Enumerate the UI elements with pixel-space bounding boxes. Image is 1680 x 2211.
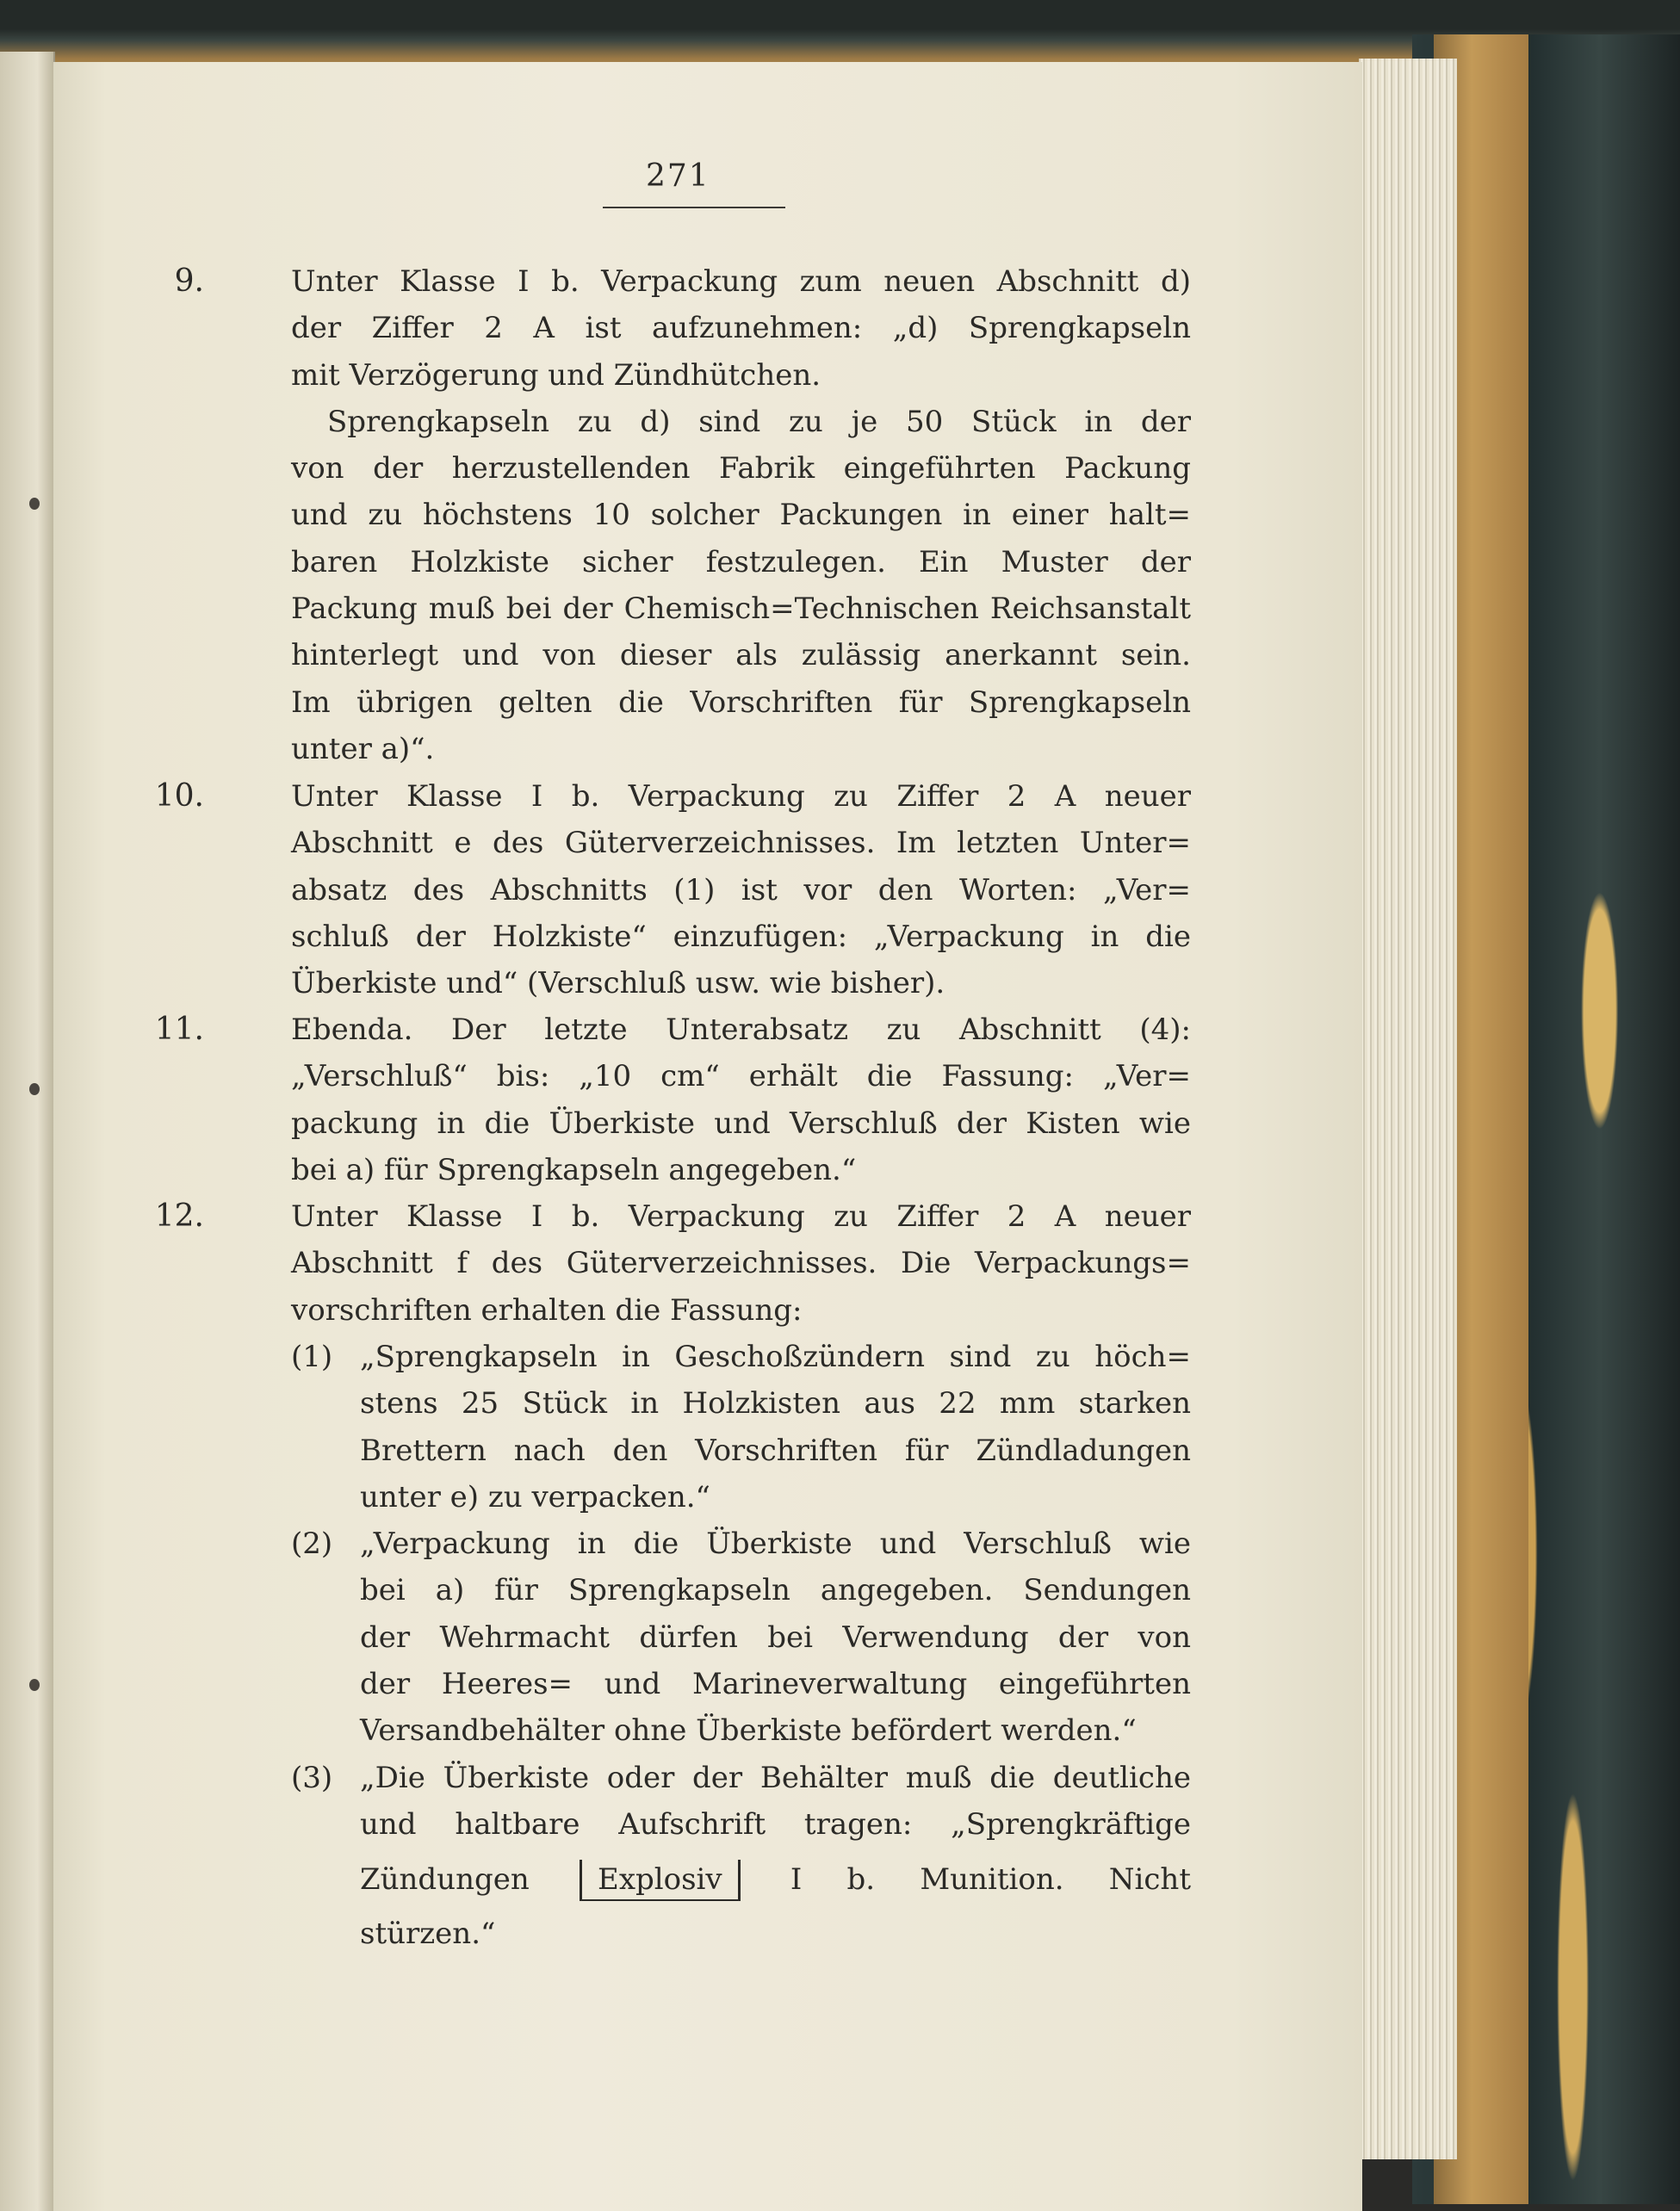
text-line: packung in die Überkiste und Verschluß der Kisten wie bbox=[291, 1106, 1191, 1141]
text-line: Sprengkapseln zu d) sind zu je 50 Stück in der bbox=[327, 404, 1191, 439]
text-line: stürzen.“ bbox=[360, 1916, 496, 1951]
text-line: Im übrigen gelten die Vorschriften für Sprengkapseln bbox=[291, 684, 1191, 720]
item-text bbox=[291, 773, 1191, 1006]
text-line: der Ziffer 2 A ist aufzunehmen: „d) Sprengkapseln bbox=[291, 311, 1191, 346]
subsection-number: (3) bbox=[291, 1761, 333, 1795]
text-line: Unter Klasse I b. Verpackung zu Ziffer 2 A neuer bbox=[291, 1199, 1191, 1234]
subsection-number: (1) bbox=[291, 1340, 333, 1374]
subsection-number: (2) bbox=[291, 1527, 333, 1561]
binding-mark bbox=[29, 1083, 40, 1095]
text-line: der Wehrmacht dürfen bei Verwendung der von bbox=[360, 1620, 1191, 1655]
boxed-text-line bbox=[360, 1849, 1191, 1911]
text-line: Versandbehälter ohne Überkiste befördert werden.“ bbox=[360, 1713, 1137, 1749]
text-line: und haltbare Aufschrift tragen: „Sprengkräftige bbox=[360, 1807, 1191, 1843]
text-line: und zu höchstens 10 solcher Packungen in einer halt= bbox=[291, 498, 1191, 533]
text-line: „Sprengkapseln in Geschoßzündern sind zu höch= bbox=[360, 1340, 1191, 1374]
subsection-text bbox=[360, 1520, 1191, 1754]
text-line: Unter Klasse I b. Verpackung zum neuen Abschnitt d) bbox=[291, 264, 1191, 299]
text-line: „Die Überkiste oder der Behälter muß die deutliche bbox=[360, 1761, 1191, 1795]
text-line: Überkiste und“ (Verschluß usw. wie bisher). bbox=[291, 966, 945, 1001]
text-line: baren Holzkiste sicher festzulegen. Ein Muster der bbox=[291, 544, 1191, 579]
text-line: hinterlegt und von dieser als zulässig anerkannt sein. bbox=[291, 638, 1191, 673]
text-line: Unter Klasse I b. Verpackung zu Ziffer 2 A neuer bbox=[291, 779, 1191, 814]
item-number: 9. bbox=[174, 263, 204, 299]
text-line: „Verpackung in die Überkiste und Verschluß wie bbox=[360, 1527, 1191, 1561]
item-text bbox=[291, 1193, 1191, 1334]
page-stack-edge bbox=[1359, 59, 1457, 2159]
text-line: stens 25 Stück in Holzkisten aus 22 mm starken bbox=[360, 1386, 1191, 1421]
binding-mark bbox=[29, 498, 40, 510]
text-line: Abschnitt f des Güterverzeichnisses. Die Verpackungs= bbox=[291, 1246, 1191, 1281]
text-line: unter a)“. bbox=[291, 731, 435, 766]
text-line: vorschriften erhalten die Fassung: bbox=[291, 1292, 803, 1328]
text-line: schluß der Holzkiste“ einzufügen: „Verpackung in die bbox=[291, 919, 1191, 954]
text-line: bei a) für Sprengkapseln angegeben.“ bbox=[291, 1152, 857, 1187]
text-line: Packung muß bei der Chemisch=Technischen Reichsanstalt bbox=[291, 591, 1191, 627]
explosiv-box: Explosiv bbox=[580, 1860, 741, 1901]
item-text bbox=[291, 1006, 1191, 1193]
text-line: absatz des Abschnitts (1) ist vor den Worten: „Ver= bbox=[291, 872, 1191, 907]
text-line: Ebenda. Der letzte Unterabsatz zu Abschnitt (4): bbox=[291, 1013, 1191, 1047]
text-line: der Heeres= und Marineverwaltung eingeführten bbox=[360, 1666, 1191, 1701]
text-segment: I b. Munition. Nicht bbox=[790, 1861, 1191, 1897]
text-line: Abschnitt e des Güterverzeichnisses. Im letzten Unter= bbox=[291, 826, 1191, 861]
binding-mark bbox=[29, 1679, 40, 1691]
text-segment: Zündungen bbox=[360, 1861, 530, 1897]
item-number: 12. bbox=[154, 1198, 204, 1234]
text-line: bei a) für Sprengkapseln angegeben. Sendungen bbox=[360, 1573, 1191, 1608]
text-line: von der herzustellenden Fabrik eingeführten Packung bbox=[291, 451, 1191, 486]
item-number: 11. bbox=[154, 1012, 204, 1047]
subsection-text bbox=[360, 1334, 1191, 1520]
item-text bbox=[291, 258, 1191, 772]
left-page-edge bbox=[0, 52, 55, 2211]
page-number: 271 bbox=[646, 158, 818, 194]
subsection-text bbox=[360, 1755, 1191, 1957]
text-line: unter e) zu verpacken.“ bbox=[360, 1479, 710, 1514]
text-line: mit Verzögerung und Zündhütchen. bbox=[291, 357, 821, 393]
book-page bbox=[53, 62, 1362, 2211]
text-line: Brettern nach den Vorschriften für Zündladungen bbox=[360, 1433, 1191, 1468]
text-line: „Verschluß“ bis: „10 cm“ erhält die Fassung: „Ver= bbox=[291, 1059, 1191, 1094]
item-number: 10. bbox=[154, 778, 204, 814]
